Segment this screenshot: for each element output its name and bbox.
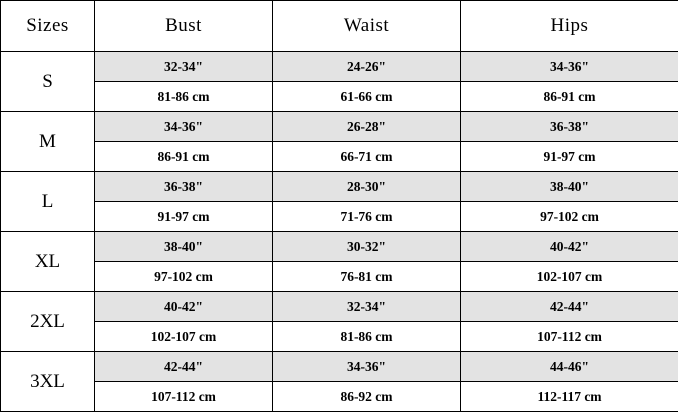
column-header-bust: Bust <box>95 1 273 52</box>
hips-cm-s: 86-91 cm <box>461 82 678 112</box>
waist-inches-l: 28-30" <box>273 172 461 202</box>
hips-cm-xl: 102-107 cm <box>461 262 678 292</box>
table-row <box>1 382 678 412</box>
bust-cm-2xl: 102-107 cm <box>95 322 273 352</box>
table-row <box>1 262 678 292</box>
hips-inches-l: 38-40" <box>461 172 678 202</box>
table-row <box>1 232 678 262</box>
waist-inches-s: 24-26" <box>273 52 461 82</box>
table-row <box>1 172 678 202</box>
size-label-m: M <box>1 112 95 172</box>
bust-inches-s: 32-34" <box>95 52 273 82</box>
table-row <box>1 352 678 382</box>
column-header-sizes: Sizes <box>1 1 95 52</box>
size-label-xl: XL <box>1 232 95 292</box>
waist-inches-2xl: 32-34" <box>273 292 461 322</box>
column-header-waist: Waist <box>273 1 461 52</box>
waist-cm-m: 66-71 cm <box>273 142 461 172</box>
header-row <box>1 1 678 52</box>
size-label-s: S <box>1 52 95 112</box>
bust-cm-l: 91-97 cm <box>95 202 273 232</box>
bust-inches-m: 34-36" <box>95 112 273 142</box>
waist-inches-m: 26-28" <box>273 112 461 142</box>
waist-cm-2xl: 81-86 cm <box>273 322 461 352</box>
bust-inches-3xl: 42-44" <box>95 352 273 382</box>
table-row <box>1 292 678 322</box>
waist-cm-s: 61-66 cm <box>273 82 461 112</box>
hips-cm-m: 91-97 cm <box>461 142 678 172</box>
table-body <box>1 52 678 412</box>
hips-cm-3xl: 112-117 cm <box>461 382 678 412</box>
table-header <box>1 1 678 52</box>
hips-inches-m: 36-38" <box>461 112 678 142</box>
bust-inches-l: 36-38" <box>95 172 273 202</box>
table-row <box>1 322 678 352</box>
table-row <box>1 52 678 82</box>
hips-inches-2xl: 42-44" <box>461 292 678 322</box>
waist-cm-xl: 76-81 cm <box>273 262 461 292</box>
size-label-2xl: 2XL <box>1 292 95 352</box>
hips-cm-l: 97-102 cm <box>461 202 678 232</box>
table-row <box>1 112 678 142</box>
table-row <box>1 82 678 112</box>
hips-cm-2xl: 107-112 cm <box>461 322 678 352</box>
waist-inches-xl: 30-32" <box>273 232 461 262</box>
bust-inches-xl: 38-40" <box>95 232 273 262</box>
table-row <box>1 202 678 232</box>
size-label-l: L <box>1 172 95 232</box>
hips-inches-3xl: 44-46" <box>461 352 678 382</box>
table-row <box>1 142 678 172</box>
bust-cm-3xl: 107-112 cm <box>95 382 273 412</box>
waist-inches-3xl: 34-36" <box>273 352 461 382</box>
bust-cm-m: 86-91 cm <box>95 142 273 172</box>
hips-inches-xl: 40-42" <box>461 232 678 262</box>
bust-cm-xl: 97-102 cm <box>95 262 273 292</box>
waist-cm-3xl: 86-92 cm <box>273 382 461 412</box>
hips-inches-s: 34-36" <box>461 52 678 82</box>
bust-inches-2xl: 40-42" <box>95 292 273 322</box>
bust-cm-s: 81-86 cm <box>95 82 273 112</box>
waist-cm-l: 71-76 cm <box>273 202 461 232</box>
column-header-hips: Hips <box>461 1 678 52</box>
size-label-3xl: 3XL <box>1 352 95 412</box>
